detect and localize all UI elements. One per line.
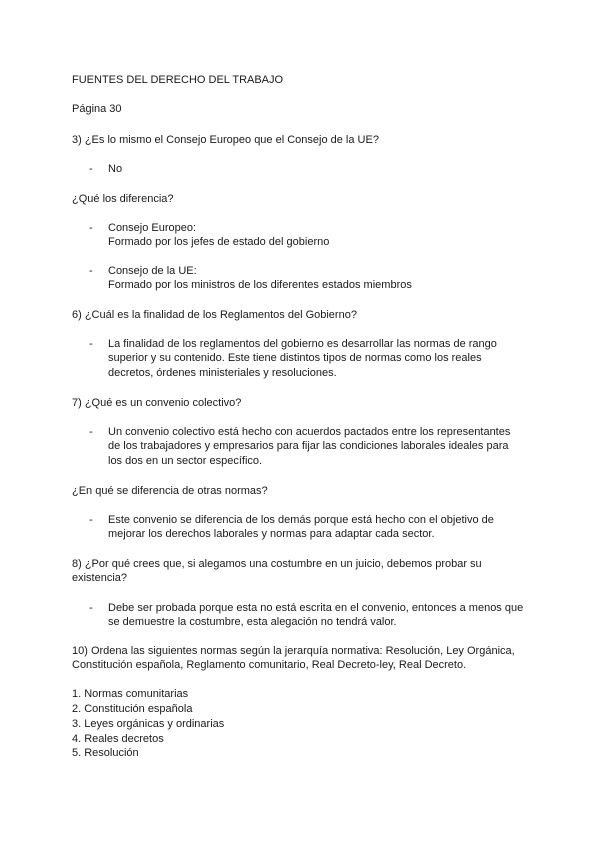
question-10-continued: Constitución española, Reglamento comunitario, Real Decreto-ley, Real Decreto. xyxy=(72,659,467,671)
difference-item-heading: Consejo Europeo: xyxy=(108,222,197,234)
question-10: 10) Ordena las siguientes normas según la jerarquía normativa: Resolución, Ley Orgánica, xyxy=(72,645,515,657)
answer-6-line: La finalidad de los reglamentos del gobierno es desarrollar las normas de rango xyxy=(108,338,497,350)
answer-8-line: Debe ser probada porque esta no está escrita en el convenio, entonces a menos que xyxy=(108,602,524,614)
bullet-dash: - xyxy=(89,602,93,614)
bullet-dash: - xyxy=(89,514,93,526)
ranking-item: 3. Leyes orgánicas y ordinarias xyxy=(72,718,225,730)
bullet-dash: - xyxy=(89,426,93,438)
ranking-item: 5. Resolución xyxy=(72,747,139,759)
question-difference: ¿Qué los diferencia? xyxy=(72,193,174,205)
ranking-item: 2. Constitución española xyxy=(72,703,193,715)
question-8-continued: existencia? xyxy=(72,572,128,584)
bullet-dash: - xyxy=(89,222,93,234)
answer-8-line: se demuestre la costumbre, esta alegación no tendrá valor. xyxy=(108,616,397,628)
question-6: 6) ¿Cuál es la finalidad de los Reglamentos del Gobierno? xyxy=(72,309,357,321)
answer-6-line: decretos, órdenes ministeriales y resoluciones. xyxy=(108,367,337,379)
ranking-item: 4. Reales decretos xyxy=(72,733,164,745)
answer-7-line: de los trabajadores y empresarios para fijar las condiciones laborales ideales para xyxy=(108,440,509,452)
bullet-dash: - xyxy=(89,265,93,277)
document-title: FUENTES DEL DERECHO DEL TRABAJO xyxy=(72,74,284,86)
page-label: Página 30 xyxy=(72,103,122,115)
question-3: 3) ¿Es lo mismo el Consejo Europeo que el Consejo de la UE? xyxy=(72,134,379,146)
bullet-dash: - xyxy=(89,338,93,350)
answer-7-line: Un convenio colectivo está hecho con acuerdos pactados entre los representantes xyxy=(108,426,511,438)
answer-7-line: los dos en un sector específico. xyxy=(108,455,263,467)
answer-7b-line: Este convenio se diferencia de los demás porque está hecho con el objetivo de xyxy=(108,514,494,526)
question-7: 7) ¿Qué es un convenio colectivo? xyxy=(72,397,242,409)
difference-item-heading: Consejo de la UE: xyxy=(108,265,197,277)
answer-6-line: superior y su contenido. Este tiene distintos tipos de normas como los reales xyxy=(108,352,482,364)
answer-7b-line: mejorar los derechos laborales y normas para adaptar cada sector. xyxy=(108,528,435,540)
difference-item-detail: Formado por los jefes de estado del gobierno xyxy=(108,236,330,248)
question-7b: ¿En qué se diferencia de otras normas? xyxy=(72,485,268,497)
bullet-dash: - xyxy=(89,163,93,175)
question-8: 8) ¿Por qué crees que, si alegamos una costumbre en un juicio, debemos probar su xyxy=(72,558,482,570)
ranking-item: 1. Normas comunitarias xyxy=(72,688,189,700)
answer-3-text: No xyxy=(108,163,123,175)
difference-item-detail: Formado por los ministros de los diferentes estados miembros xyxy=(108,279,412,291)
